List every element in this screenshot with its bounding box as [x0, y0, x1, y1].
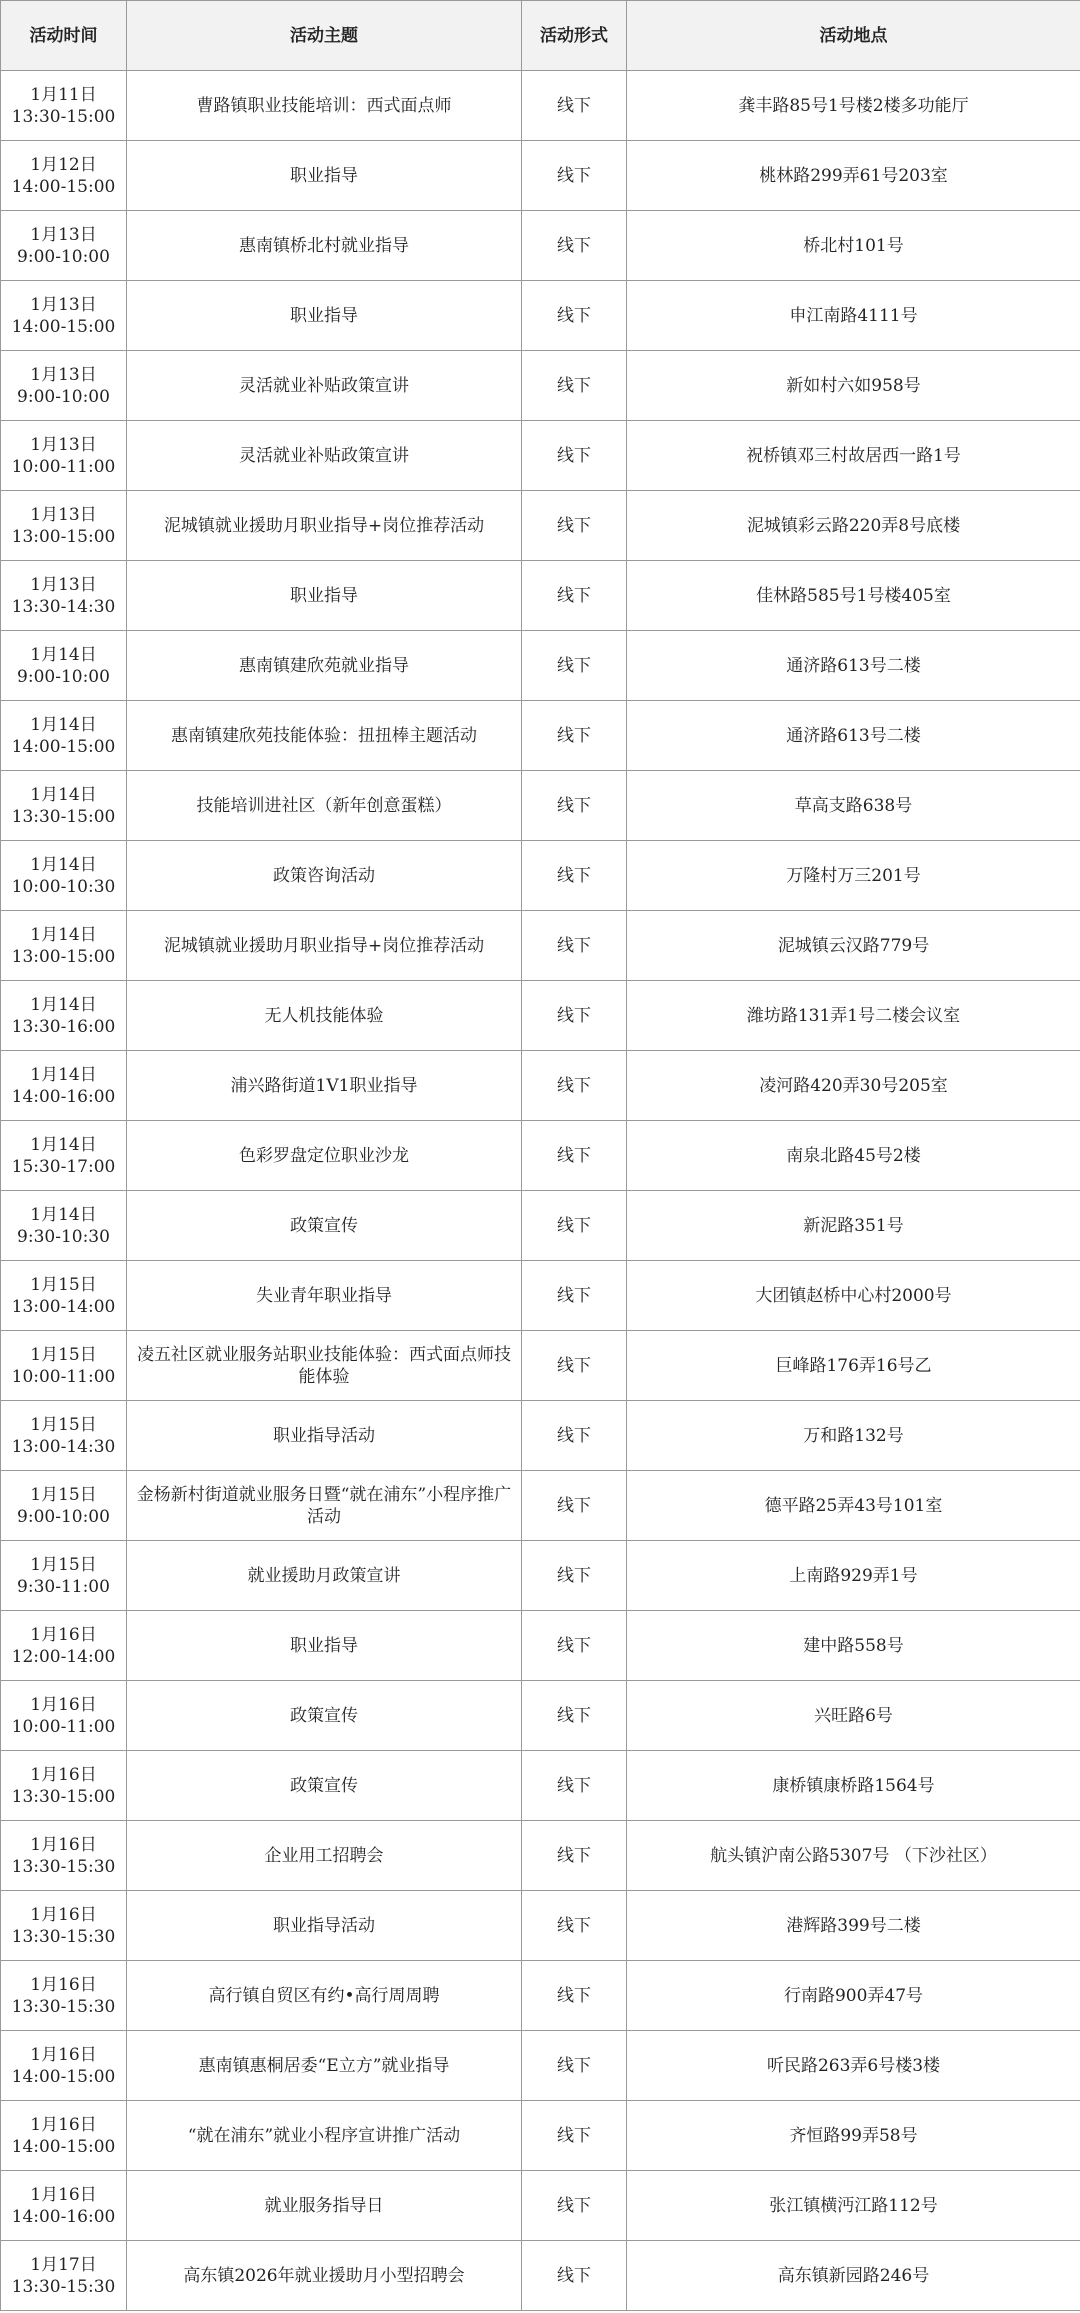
activity-time-range: 13:00-14:30: [11, 1436, 116, 1457]
table-row: [1, 1331, 1080, 1401]
activity-time-range: 14:00-15:00: [11, 736, 116, 757]
activity-form-cell: 线下: [522, 1401, 627, 1471]
activity-date: 1月14日: [30, 644, 97, 665]
table-row: [1, 2241, 1080, 2311]
activity-time-range: 10:00-11:00: [11, 1366, 116, 1387]
table-row: [1, 841, 1080, 911]
table-row: [1, 71, 1080, 141]
activity-time-cell: [1, 211, 127, 281]
activity-theme-cell: 职业指导: [127, 561, 522, 631]
activity-form-cell: 线下: [522, 71, 627, 141]
activity-date: 1月14日: [30, 1064, 97, 1085]
table-row: [1, 141, 1080, 211]
table-row: [1, 1681, 1080, 1751]
activity-date: 1月17日: [30, 2254, 97, 2275]
activity-place-cell: 桃林路299弄61号203室: [627, 141, 1080, 211]
activity-time-cell: [1, 281, 127, 351]
activity-place-cell: 佳林路585号1号楼405室: [627, 561, 1080, 631]
activity-time-cell: [1, 1891, 127, 1961]
activity-form-cell: 线下: [522, 1471, 627, 1541]
activity-time-cell: [1, 1051, 127, 1121]
table-row: [1, 771, 1080, 841]
activity-time-range: 13:30-15:30: [11, 1926, 116, 1947]
activity-time-range: 13:30-15:00: [11, 1786, 116, 1807]
activity-place-cell: 行南路900弄47号: [627, 1961, 1080, 2031]
activity-time-range: 9:00-10:00: [17, 1506, 110, 1527]
activity-theme-cell: 职业指导: [127, 141, 522, 211]
activity-time-range: 10:00-11:00: [11, 456, 116, 477]
activity-time-range: 13:30-15:30: [11, 1996, 116, 2017]
table-row: [1, 2171, 1080, 2241]
activity-form-cell: 线下: [522, 2031, 627, 2101]
activity-place-cell: 建中路558号: [627, 1611, 1080, 1681]
activity-form-cell: 线下: [522, 1121, 627, 1191]
activity-place-cell: 龚丰路85号1号楼2楼多功能厅: [627, 71, 1080, 141]
activity-time-cell: [1, 981, 127, 1051]
activity-date: 1月14日: [30, 854, 97, 875]
activity-time-cell: [1, 1191, 127, 1261]
activity-date: 1月14日: [30, 1204, 97, 1225]
activity-form-cell: 线下: [522, 1751, 627, 1821]
activity-theme-cell: 高行镇自贸区有约•高行周周聘: [127, 1961, 522, 2031]
activity-place-cell: 祝桥镇邓三村故居西一路1号: [627, 421, 1080, 491]
activity-time-range: 14:00-16:00: [11, 1086, 116, 1107]
activity-date: 1月13日: [30, 224, 97, 245]
activity-time-range: 9:30-10:30: [17, 1226, 110, 1247]
table-row: [1, 1191, 1080, 1261]
activity-time-cell: [1, 771, 127, 841]
activity-time-range: 12:00-14:00: [11, 1646, 116, 1667]
activity-time-range: 10:00-10:30: [11, 876, 116, 897]
activity-date: 1月16日: [30, 2044, 97, 2065]
activity-time-range: 13:30-15:00: [11, 106, 116, 127]
activity-date: 1月15日: [30, 1274, 97, 1295]
activity-date: 1月13日: [30, 294, 97, 315]
activity-time-range: 13:00-14:00: [11, 1296, 116, 1317]
activity-time-cell: [1, 1821, 127, 1891]
activity-theme-cell: 职业指导活动: [127, 1401, 522, 1471]
activity-date: 1月16日: [30, 1694, 97, 1715]
activity-date: 1月13日: [30, 434, 97, 455]
activity-place-cell: 德平路25弄43号101室: [627, 1471, 1080, 1541]
activity-date: 1月16日: [30, 1904, 97, 1925]
activity-theme-cell: 职业指导: [127, 1611, 522, 1681]
activity-time-cell: [1, 2241, 127, 2311]
activity-theme-cell: 惠南镇惠桐居委“E立方”就业指导: [127, 2031, 522, 2101]
activity-time-cell: [1, 561, 127, 631]
activity-theme-cell: 职业指导: [127, 281, 522, 351]
activity-theme-cell: 政策宣传: [127, 1751, 522, 1821]
activity-date: 1月13日: [30, 504, 97, 525]
activity-theme-cell: 金杨新村街道就业服务日暨“就在浦东”小程序推广活动: [127, 1471, 522, 1541]
table-row: [1, 1541, 1080, 1611]
activity-form-cell: 线下: [522, 2101, 627, 2171]
activity-form-cell: 线下: [522, 1961, 627, 2031]
activity-place-cell: 申江南路4111号: [627, 281, 1080, 351]
activity-place-cell: 齐恒路99弄58号: [627, 2101, 1080, 2171]
activity-date: 1月16日: [30, 1834, 97, 1855]
table-row: [1, 2101, 1080, 2171]
activity-time-range: 13:30-15:00: [11, 806, 116, 827]
activity-form-cell: 线下: [522, 491, 627, 561]
activity-form-cell: 线下: [522, 281, 627, 351]
activity-time-cell: [1, 1961, 127, 2031]
activity-place-cell: 高东镇新园路246号: [627, 2241, 1080, 2311]
activity-date: 1月15日: [30, 1344, 97, 1365]
activity-form-cell: 线下: [522, 631, 627, 701]
activity-date: 1月14日: [30, 994, 97, 1015]
table-row: [1, 911, 1080, 981]
activity-form-cell: 线下: [522, 701, 627, 771]
activity-form-cell: 线下: [522, 1821, 627, 1891]
activity-time-range: 15:30-17:00: [11, 1156, 116, 1177]
activity-form-cell: 线下: [522, 1541, 627, 1611]
activity-theme-cell: 政策宣传: [127, 1681, 522, 1751]
table-row: [1, 1121, 1080, 1191]
table-row: [1, 2031, 1080, 2101]
activity-form-cell: 线下: [522, 841, 627, 911]
table-row: [1, 1471, 1080, 1541]
activity-time-range: 13:00-15:00: [11, 526, 116, 547]
activity-time-range: 14:00-15:00: [11, 2136, 116, 2157]
activity-date: 1月14日: [30, 924, 97, 945]
activity-time-cell: [1, 1751, 127, 1821]
activity-date: 1月16日: [30, 1974, 97, 1995]
activity-theme-cell: 无人机技能体验: [127, 981, 522, 1051]
activity-time-range: 9:30-11:00: [17, 1576, 110, 1597]
activity-form-cell: 线下: [522, 1331, 627, 1401]
activity-time-cell: [1, 1471, 127, 1541]
table-row: [1, 1261, 1080, 1331]
activity-form-cell: 线下: [522, 1191, 627, 1261]
activity-place-cell: 兴旺路6号: [627, 1681, 1080, 1751]
activity-form-cell: 线下: [522, 1611, 627, 1681]
activity-time-range: 9:00-10:00: [17, 666, 110, 687]
activity-place-cell: 万隆村万三201号: [627, 841, 1080, 911]
table-row: [1, 421, 1080, 491]
activity-time-range: 9:00-10:00: [17, 386, 110, 407]
activity-form-cell: 线下: [522, 141, 627, 211]
activity-date: 1月15日: [30, 1554, 97, 1575]
activity-time-range: 9:00-10:00: [17, 246, 110, 267]
activity-time-cell: [1, 491, 127, 561]
activity-date: 1月14日: [30, 714, 97, 735]
activity-theme-cell: 灵活就业补贴政策宣讲: [127, 421, 522, 491]
table-row: [1, 1821, 1080, 1891]
activity-date: 1月14日: [30, 784, 97, 805]
activity-theme-cell: 失业青年职业指导: [127, 1261, 522, 1331]
activity-theme-cell: 技能培训进社区（新年创意蛋糕）: [127, 771, 522, 841]
table-header-row: [1, 1, 1080, 71]
header-activity-time: 活动时间: [1, 1, 127, 71]
activity-place-cell: 潍坊路131弄1号二楼会议室: [627, 981, 1080, 1051]
table-row: [1, 1401, 1080, 1471]
activity-date: 1月16日: [30, 1764, 97, 1785]
activity-theme-cell: 惠南镇建欣苑技能体验：扭扭棒主题活动: [127, 701, 522, 771]
activity-form-cell: 线下: [522, 911, 627, 981]
activity-place-cell: 万和路132号: [627, 1401, 1080, 1471]
activity-form-cell: 线下: [522, 2241, 627, 2311]
activity-date: 1月16日: [30, 1624, 97, 1645]
activity-theme-cell: 色彩罗盘定位职业沙龙: [127, 1121, 522, 1191]
activity-time-range: 14:00-15:00: [11, 176, 116, 197]
activity-time-range: 14:00-15:00: [11, 2066, 116, 2087]
header-activity-form: 活动形式: [522, 1, 627, 71]
activity-form-cell: 线下: [522, 981, 627, 1051]
activity-time-range: 14:00-15:00: [11, 316, 116, 337]
activity-time-cell: [1, 1261, 127, 1331]
activity-time-cell: [1, 71, 127, 141]
activity-date: 1月12日: [30, 154, 97, 175]
activity-place-cell: 泥城镇云汉路779号: [627, 911, 1080, 981]
table-row: [1, 631, 1080, 701]
table-row: [1, 981, 1080, 1051]
activity-place-cell: 听民路263弄6号楼3楼: [627, 2031, 1080, 2101]
activity-theme-cell: 高东镇2026年就业援助月小型招聘会: [127, 2241, 522, 2311]
activity-date: 1月15日: [30, 1414, 97, 1435]
activity-place-cell: 港辉路399号二楼: [627, 1891, 1080, 1961]
activity-form-cell: 线下: [522, 2171, 627, 2241]
activity-time-cell: [1, 1331, 127, 1401]
activity-date: 1月13日: [30, 574, 97, 595]
activity-theme-cell: 浦兴路街道1V1职业指导: [127, 1051, 522, 1121]
activity-time-cell: [1, 1611, 127, 1681]
table-body: [1, 71, 1080, 2311]
activity-theme-cell: 惠南镇桥北村就业指导: [127, 211, 522, 281]
activity-time-range: 13:30-16:00: [11, 1016, 116, 1037]
activity-theme-cell: 凌五社区就业服务站职业技能体验：西式面点师技能体验: [127, 1331, 522, 1401]
activity-place-cell: 凌河路420弄30号205室: [627, 1051, 1080, 1121]
activity-place-cell: 康桥镇康桥路1564号: [627, 1751, 1080, 1821]
table-row: [1, 281, 1080, 351]
activity-time-range: 14:00-16:00: [11, 2206, 116, 2227]
activity-theme-cell: 就业服务指导日: [127, 2171, 522, 2241]
activity-date: 1月13日: [30, 364, 97, 385]
activity-date: 1月14日: [30, 1134, 97, 1155]
activity-theme-cell: 曹路镇职业技能培训：西式面点师: [127, 71, 522, 141]
activity-place-cell: 南泉北路45号2楼: [627, 1121, 1080, 1191]
activity-place-cell: 通济路613号二楼: [627, 631, 1080, 701]
activity-place-cell: 泥城镇彩云路220弄8号底楼: [627, 491, 1080, 561]
table-row: [1, 1961, 1080, 2031]
activity-time-cell: [1, 1681, 127, 1751]
activity-time-cell: [1, 1401, 127, 1471]
activity-date: 1月11日: [30, 84, 97, 105]
table-row: [1, 1611, 1080, 1681]
activity-time-cell: [1, 911, 127, 981]
table-row: [1, 211, 1080, 281]
activity-time-cell: [1, 631, 127, 701]
activity-time-cell: [1, 421, 127, 491]
activity-theme-cell: 泥城镇就业援助月职业指导+岗位推荐活动: [127, 491, 522, 561]
activity-time-range: 10:00-11:00: [11, 1716, 116, 1737]
table-row: [1, 1891, 1080, 1961]
activity-date: 1月16日: [30, 2114, 97, 2135]
activity-form-cell: 线下: [522, 421, 627, 491]
activity-place-cell: 草高支路638号: [627, 771, 1080, 841]
activity-theme-cell: 灵活就业补贴政策宣讲: [127, 351, 522, 421]
activity-time-cell: [1, 701, 127, 771]
activity-theme-cell: 职业指导活动: [127, 1891, 522, 1961]
header-activity-place: 活动地点: [627, 1, 1080, 71]
header-activity-theme: 活动主题: [127, 1, 522, 71]
activity-theme-cell: 企业用工招聘会: [127, 1821, 522, 1891]
activity-form-cell: 线下: [522, 771, 627, 841]
activity-time-cell: [1, 2171, 127, 2241]
activity-place-cell: 新泥路351号: [627, 1191, 1080, 1261]
activity-date: 1月16日: [30, 2184, 97, 2205]
activity-date: 1月15日: [30, 1484, 97, 1505]
activity-place-cell: 上南路929弄1号: [627, 1541, 1080, 1611]
table-row: [1, 561, 1080, 631]
activity-form-cell: 线下: [522, 211, 627, 281]
activity-form-cell: 线下: [522, 351, 627, 421]
activity-place-cell: 大团镇赵桥中心村2000号: [627, 1261, 1080, 1331]
activity-place-cell: 通济路613号二楼: [627, 701, 1080, 771]
activity-form-cell: 线下: [522, 1681, 627, 1751]
table-row: [1, 351, 1080, 421]
activity-form-cell: 线下: [522, 1261, 627, 1331]
table-row: [1, 1051, 1080, 1121]
activity-theme-cell: 泥城镇就业援助月职业指导+岗位推荐活动: [127, 911, 522, 981]
table-row: [1, 701, 1080, 771]
activity-theme-cell: 惠南镇建欣苑就业指导: [127, 631, 522, 701]
activity-time-range: 13:30-15:30: [11, 2276, 116, 2297]
activity-form-cell: 线下: [522, 561, 627, 631]
activity-place-cell: 航头镇沪南公路5307号 （下沙社区）: [627, 1821, 1080, 1891]
activity-theme-cell: 政策宣传: [127, 1191, 522, 1261]
activity-theme-cell: “就在浦东”就业小程序宣讲推广活动: [127, 2101, 522, 2171]
activity-time-cell: [1, 1541, 127, 1611]
table-row: [1, 491, 1080, 561]
activity-place-cell: 桥北村101号: [627, 211, 1080, 281]
activity-place-cell: 张江镇横沔江路112号: [627, 2171, 1080, 2241]
activity-theme-cell: 政策咨询活动: [127, 841, 522, 911]
activity-form-cell: 线下: [522, 1891, 627, 1961]
activity-time-range: 13:30-15:30: [11, 1856, 116, 1877]
activity-time-range: 13:30-14:30: [11, 596, 116, 617]
activity-time-cell: [1, 841, 127, 911]
activity-place-cell: 新如村六如958号: [627, 351, 1080, 421]
activity-time-cell: [1, 351, 127, 421]
table-row: [1, 1751, 1080, 1821]
activity-time-cell: [1, 2101, 127, 2171]
activity-time-cell: [1, 2031, 127, 2101]
activity-time-cell: [1, 1121, 127, 1191]
activity-form-cell: 线下: [522, 1051, 627, 1121]
activity-time-cell: [1, 141, 127, 211]
activity-time-range: 13:00-15:00: [11, 946, 116, 967]
activity-theme-cell: 就业援助月政策宣讲: [127, 1541, 522, 1611]
activity-place-cell: 巨峰路176弄16号乙: [627, 1331, 1080, 1401]
